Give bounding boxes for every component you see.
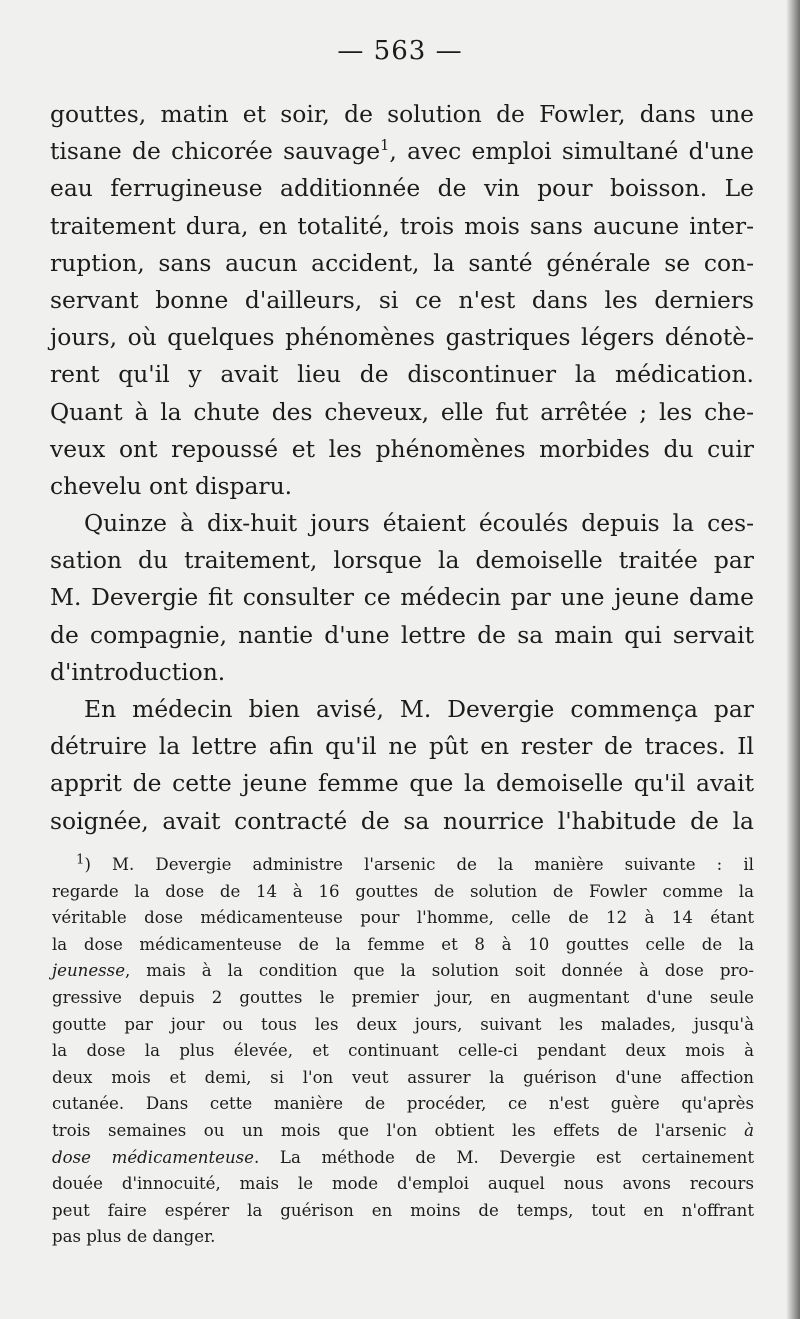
- footnote-text: ) M. Devergie administre l'arsenic de la manière suivante : il: [84, 855, 754, 874]
- text-segment: , avec emploi simultané d'une: [389, 137, 754, 166]
- paragraph-start: En médecin bien avisé, M. Devergie commença par: [84, 695, 754, 723]
- text-line: soignée, avait contracté de sa nourrice l'habitude de la: [50, 806, 754, 835]
- text-line: chevelu ont disparu.: [50, 471, 293, 500]
- footnote-line: peut faire espérer la guérison en moins de temps, tout en n'offrant: [52, 1200, 754, 1220]
- footnote-italic: jeunesse: [52, 961, 126, 981]
- footnote-line: véritable dose médicamenteuse pour l'homme, celle de 12 à 14 étant: [52, 908, 754, 928]
- footnote-line: regarde la dose de 14 à 16 gouttes de solution de Fowler comme la: [52, 881, 754, 901]
- page-number: — 563 —: [337, 36, 463, 66]
- footnote-line: [52, 1118, 754, 1145]
- footnote-line: goutte par jour ou tous les deux jours, suivant les malades, jusqu'à: [52, 1014, 754, 1034]
- footnote-ref[interactable]: 1: [380, 138, 390, 155]
- page-edge-shadow: [786, 0, 800, 1319]
- text-segment: tisane de chicorée sauvage: [50, 137, 381, 166]
- footnote-text: , mais à la condition que la solution soit donnée à dose pro-: [125, 961, 754, 981]
- main-text: [50, 96, 754, 840]
- text-line: eau ferrugineuse additionnée de vin pour boisson. Le: [50, 174, 754, 203]
- footnote-line: pas plus de danger.: [52, 1227, 216, 1247]
- text-line: Quant à la chute des cheveux, elle fut arrêtée ; les che-: [50, 397, 754, 426]
- footnote-line: la dose médicamenteuse de la femme et 8 à 10 gouttes celle de la: [52, 934, 754, 954]
- footnote-line: gressive depuis 2 gouttes le premier jour, en augmentant d'une seule: [52, 987, 754, 1007]
- text-line: rent qu'il y avait lieu de discontinuer la médication.: [50, 360, 754, 389]
- text-line: veux ont repoussé et les phénomènes morbides du cuir: [50, 434, 754, 463]
- text-line: ruption, sans aucun accident, la santé générale se con-: [50, 248, 754, 277]
- text-line: sation du traitement, lorsque la demoiselle traitée par: [50, 546, 754, 575]
- footnote-italic: dose médicamenteuse: [52, 1147, 255, 1167]
- footnote-line: [52, 1145, 754, 1172]
- footnote-line: [52, 852, 754, 879]
- footnote-line: [52, 958, 754, 985]
- footnote-text: . La méthode de M. Devergie est certainement: [254, 1147, 755, 1167]
- footnote-line: deux mois et demi, si l'on veut assurer la guérison d'une affection: [52, 1067, 754, 1087]
- footnote-line: douée d'innocuité, mais le mode d'emploi auquel nous avons recours: [52, 1174, 754, 1194]
- footnote: [52, 852, 754, 1251]
- text-line-with-note: [50, 133, 754, 170]
- text-line: traitement dura, en totalité, trois mois sans aucune inter-: [50, 211, 754, 240]
- footnote-text: trois semaines ou un mois que l'on obtient les effets de l'arsenic: [52, 1120, 727, 1140]
- text-line: M. Devergie fit consulter ce médecin par une jeune dame: [50, 583, 754, 612]
- paragraph-start: Quinze à dix-huit jours étaient écoulés depuis la ces-: [84, 509, 754, 538]
- footnote-marker: 1: [76, 852, 85, 868]
- text-line: apprit de cette jeune femme que la demoiselle qu'il avait: [50, 769, 754, 798]
- text-line: d'introduction.: [50, 657, 226, 686]
- text-line: de compagnie, nantie d'une lettre de sa main qui servait: [50, 620, 754, 649]
- text-line: détruire la lettre afin qu'il ne pût en rester de traces. Il: [50, 732, 754, 761]
- footnote-italic: à: [744, 1120, 754, 1140]
- footnote-line: la dose la plus élevée, et continuant celle-ci pendant deux mois à: [52, 1041, 754, 1061]
- text-line: gouttes, matin et soir, de solution de Fowler, dans une: [50, 100, 754, 128]
- footnote-line: cutanée. Dans cette manière de procéder, ce n'est guère qu'après: [52, 1094, 754, 1114]
- text-line: servant bonne d'ailleurs, si ce n'est dans les derniers: [50, 285, 754, 314]
- text-line: jours, où quelques phénomènes gastriques légers dénotè-: [50, 323, 754, 352]
